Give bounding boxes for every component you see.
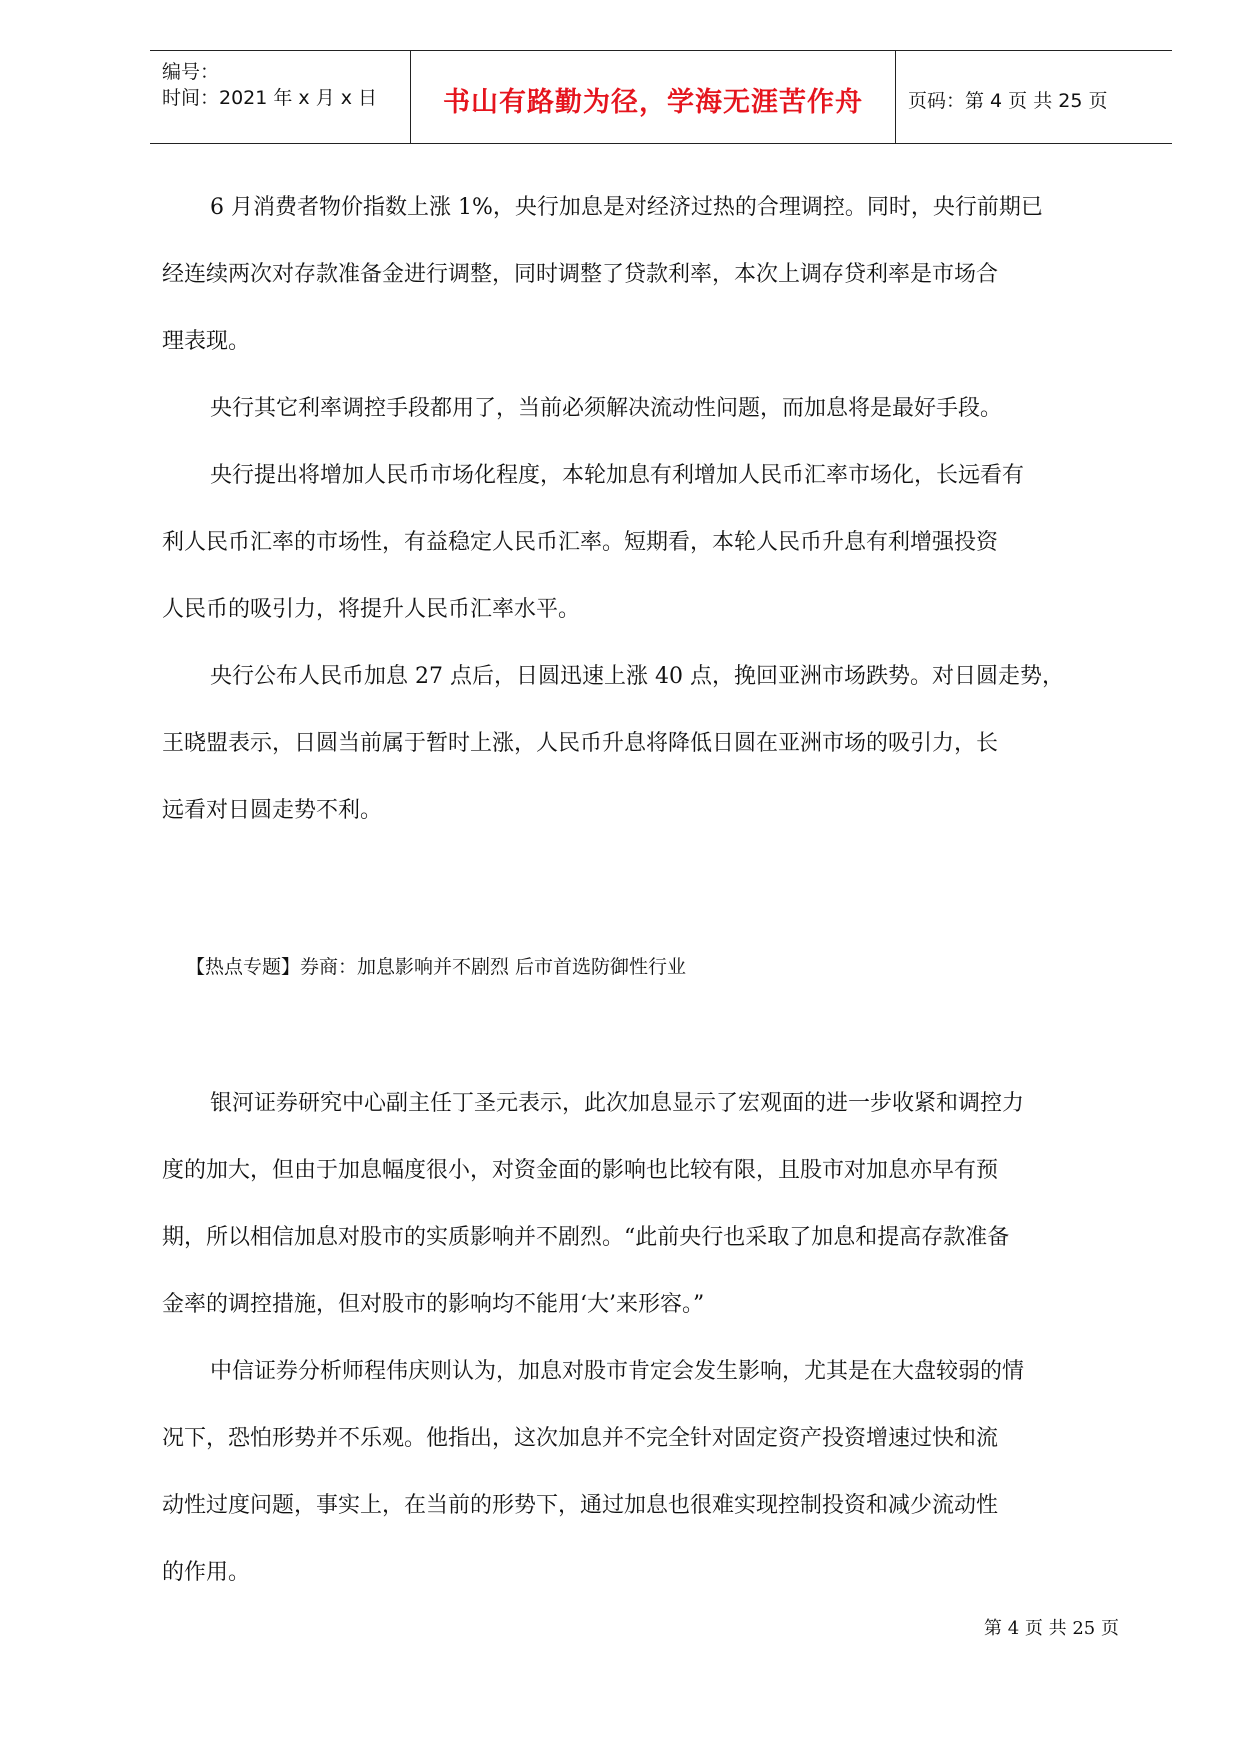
body-paragraph [162, 643, 1166, 844]
header-page-cell [896, 51, 1172, 143]
paragraph-line: 王晓盟表示，日圆当前属于暂时上涨，人民币升息将降低日圆在亚洲市场的吸引力，长 [162, 731, 999, 756]
paragraph-line: 央行提出将增加人民币市场化程度，本轮加息有利增加人民币汇率市场化，长远看有 [210, 463, 1025, 488]
body-paragraph [162, 442, 1166, 643]
body-paragraph [162, 174, 1166, 375]
paragraph-line: 人民币的吸引力，将提升人民币汇率水平。 [162, 597, 581, 622]
header-page-number: 页码：第 4 页 共 25 页 [908, 89, 1108, 112]
paragraph-line: 央行其它利率调控手段都用了，当前必须解决流动性问题，而加息将是最好手段。 [210, 396, 1003, 421]
paragraph-line: 中信证券分析师程伟庆则认为，加息对股市肯定会发生影响，尤其是在大盘较弱的情 [210, 1359, 1025, 1384]
paragraph-line: 经连续两次对存款准备金进行调整，同时调整了贷款利率，本次上调存贷利率是市场合 [162, 262, 999, 287]
document-code-label: 编号： [162, 61, 220, 83]
paragraph-line: 的作用。 [162, 1560, 251, 1585]
paragraph-line: 银河证券研究中心副主任丁圣元表示，此次加息显示了宏观面的进一步收紧和调控力 [210, 1091, 1025, 1116]
paragraph-line: 6 月消费者物价指数上涨 1%，央行加息是对经济过热的合理调控。同时，央行前期已 [210, 195, 1043, 220]
body-paragraph [162, 1070, 1166, 1338]
paragraph-line: 理表现。 [162, 329, 251, 354]
article-body-part2 [162, 1070, 1166, 1606]
header-motto: 书山有路勤为径，学海无涯苦作舟 [443, 86, 863, 118]
header-meta-cell [150, 51, 410, 143]
page-header [150, 50, 1172, 144]
document-time-label: 时间：2021 年 x 月 x 日 [162, 87, 378, 109]
paragraph-line: 动性过度问题，事实上，在当前的形势下，通过加息也很难实现控制投资和减少流动性 [162, 1493, 999, 1518]
paragraph-line: 利人民币汇率的市场性，有益稳定人民币汇率。短期看，本轮人民币升息有利增强投资 [162, 530, 999, 555]
paragraph-line: 度的加大，但由于加息幅度很小，对资金面的影响也比较有限，且股市对加息亦早有预 [162, 1158, 999, 1183]
paragraph-line: 况下，恐怕形势并不乐观。他指出，这次加息并不完全针对固定资产投资增速过快和流 [162, 1426, 999, 1451]
paragraph-line: 期，所以相信加息对股市的实质影响并不剧烈。“此前央行也采取了加息和提高存款准备 [162, 1225, 1010, 1250]
paragraph-line: 央行公布人民币加息 27 点后，日圆迅速上涨 40 点，挽回亚洲市场跌势。对日圆走势， [210, 664, 1064, 689]
paragraph-line: 远看对日圆走势不利。 [162, 798, 383, 823]
article-body-part1 [162, 174, 1166, 844]
paragraph-line: 金率的调控措施，但对股市的影响均不能用‘大’来形容。” [162, 1292, 705, 1317]
topic-heading: 【热点专题】券商：加息影响并不剧烈 后市首选防御性行业 [186, 956, 687, 978]
header-motto-cell [410, 51, 896, 143]
body-paragraph [186, 375, 1166, 442]
page-footer-number: 第 4 页 共 25 页 [984, 1618, 1119, 1639]
body-paragraph [162, 1338, 1166, 1606]
